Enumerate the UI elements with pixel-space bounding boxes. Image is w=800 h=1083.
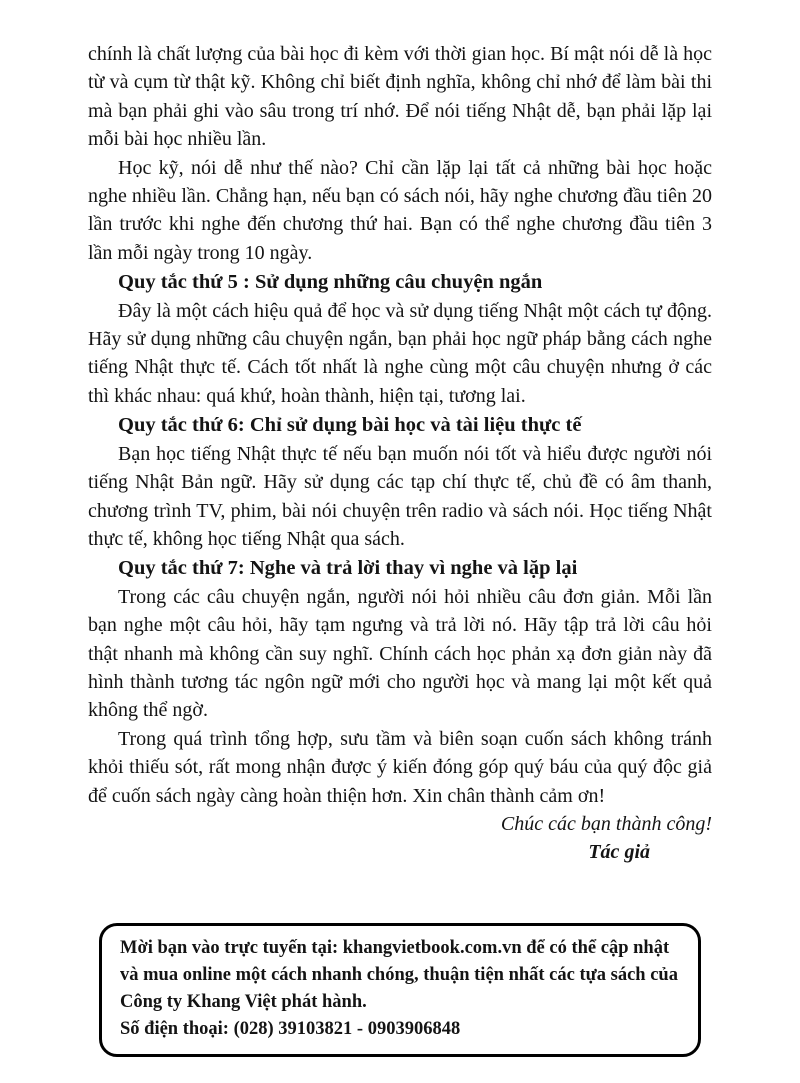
paragraph-rule-5: Đây là một cách hiệu quả để học và sử dụng tiếng Nhật một cách tự động. Hãy sử dụng những câu chuyện ngắn, bạn phải học ngữ pháp bằng cách nghe tiếng Nhật thực tế. Cách tốt nhất là nghe cùng một câu chuyện nhưng ở các thì khác nhau: quá khứ, hoàn thành, hiện tại, tương lai. <box>88 299 712 407</box>
paragraph-intro-continued: chính là chất lượng của bài học đi kèm với thời gian học. Bí mật nói dễ là học từ và cụm từ thật kỹ. Không chỉ biết định nghĩa, không chỉ nhớ để làm bài thi mà bạn phải ghi vào sâu trong trí nhớ. Để nói tiếng Nhật dễ, bạn phải lặp lại mỗi bài học nhiều lần. <box>88 43 712 151</box>
heading-rule-7: Quy tắc thứ 7: Nghe và trả lời thay vì nghe và lặp lại <box>118 557 578 580</box>
heading-rule-6: Quy tắc thứ 6: Chỉ sử dụng bài học và tài liệu thực tế <box>118 414 582 437</box>
signoff-wish: Chúc các bạn thành công! <box>500 812 712 835</box>
heading-rule-5: Quy tắc thứ 5 : Sử dụng những câu chuyện ngắn <box>118 271 543 294</box>
paragraph-closing: Trong quá trình tổng hợp, sưu tầm và biên soạn cuốn sách không tránh khỏi thiếu sót, rất mong nhận được ý kiến đóng góp quý báu của quý độc giả để cuốn sách ngày càng hoàn thiện hơn. Xin chân thành cảm ơn! <box>88 727 712 807</box>
paragraph-hoc-ky: Học kỹ, nói dễ như thế nào? Chỉ cần lặp lại tất cả những bài học hoặc nghe nhiều lần. Chẳng hạn, nếu bạn có sách nói, hãy nghe chương đầu tiên 20 lần trước khi nghe đến chương thứ hai. Bạn có thể nghe chương đầu tiên 3 lần mỗi ngày trong 10 ngày. <box>88 156 712 264</box>
paragraph-rule-7: Trong các câu chuyện ngắn, người nói hỏi nhiều câu đơn giản. Mỗi lần bạn nghe một câu hỏi, hãy tạm ngưng và trả lời nó. Hãy tập trả lời câu hỏi thật nhanh mà không cần suy nghĩ. Chính cách học phản xạ đơn giản này đã hình thành tương tác ngôn ngữ mới cho người học và mang lại một kết quả không thể ngờ. <box>88 585 712 722</box>
publisher-info-box <box>99 923 701 1057</box>
publisher-info-text: Mời bạn vào trực tuyến tại: khangvietbook.com.vn để có thể cập nhật và mua online một cách nhanh chóng, thuận tiện nhất các tựa sách của Công ty Khang Việt phát hành. <box>120 937 678 1012</box>
signoff-author: Tác giả <box>588 841 650 864</box>
paragraph-rule-6: Bạn học tiếng Nhật thực tế nếu bạn muốn nói tốt và hiểu được người nói tiếng Nhật Bản ngữ. Hãy sử dụng các tạp chí thực tế, chủ đề có âm thanh, chương trình TV, phim, bài nói chuyện trên radio và sách nói. Học tiếng Nhật thực tế, không học tiếng Nhật qua sách. <box>88 442 712 550</box>
publisher-phone: Số điện thoại: (028) 39103821 - 0903906848 <box>120 1018 461 1039</box>
